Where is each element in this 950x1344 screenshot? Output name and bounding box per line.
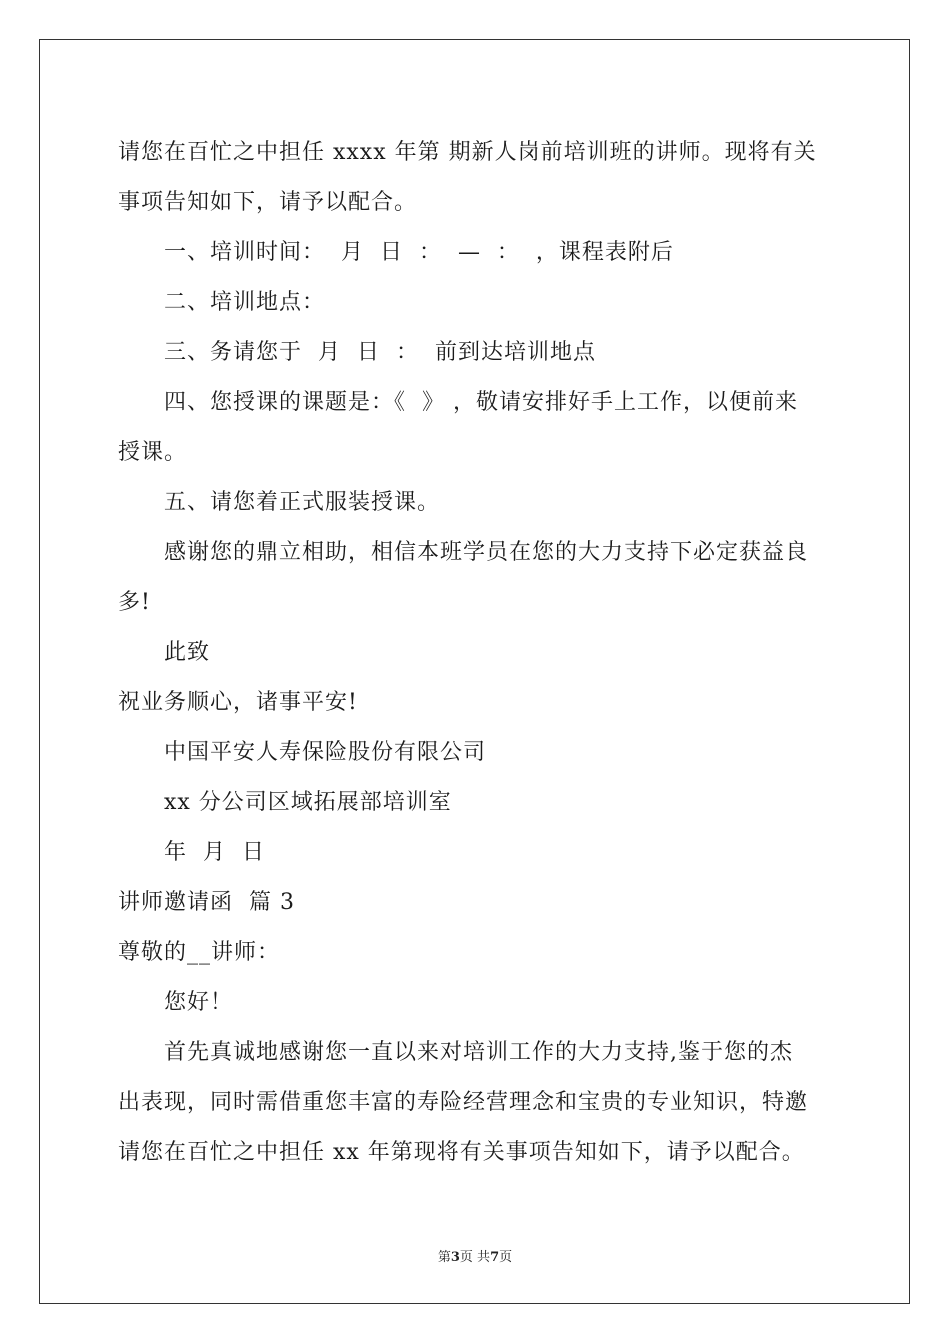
paragraph-line: 出表现，同时需借重您丰富的寿险经营理念和宝贵的专业知识，特邀 — [118, 1090, 809, 1115]
paragraph-line: 五、请您着正式服装授课。 — [164, 490, 441, 515]
greeting-line: 您好！ — [164, 990, 234, 1015]
paragraph-line: 请您在百忙之中担任 xx 年第现将有关事项告知如下，请予以配合。 — [118, 1140, 805, 1165]
paragraph-line: 事项告知如下，请予以配合。 — [118, 190, 418, 215]
date-line: 年 月 日 — [164, 840, 265, 865]
signature-line: xx 分公司区域拓展部培训室 — [164, 790, 452, 815]
closing-line: 此致 — [164, 640, 211, 665]
paragraph-line: 授课。 — [118, 440, 188, 465]
total-page-number: 7 — [490, 1250, 500, 1265]
document-body — [118, 128, 836, 1178]
paragraph-line: 首先真诚地感谢您一直以来对培训工作的大力支持,鉴于您的杰 — [164, 1040, 793, 1065]
closing-line: 祝业务顺心，诸事平安! — [118, 690, 358, 715]
signature-line: 中国平安人寿保险股份有限公司 — [164, 740, 487, 765]
paragraph-line: 感谢您的鼎立相助，相信本班学员在您的大力支持下必定获益良 — [164, 540, 809, 565]
paragraph-line: 多! — [118, 590, 151, 615]
paragraph-line: 四、您授课的课题是：《 》 ，敬请安排好手上工作，以便前来 — [164, 390, 798, 415]
paragraph-line: 三、务请您于 月 日 ： 前到达培训地点 — [164, 340, 596, 365]
page-footer — [0, 1246, 950, 1265]
page-number-mid: 页 共 — [459, 1250, 491, 1265]
paragraph-line: 二、培训地点： — [164, 290, 326, 315]
current-page-number: 3 — [450, 1250, 460, 1265]
paragraph-line: 请您在百忙之中担任 xxxx 年第 期新人岗前培训班的讲师。现将有关 — [118, 140, 817, 165]
salutation-line: 尊敬的__讲师： — [118, 940, 281, 965]
page-number-suffix: 页 — [499, 1250, 513, 1265]
paragraph-line: 一、培训时间： 月 日 ： — ： ，课程表附后 — [164, 240, 674, 265]
section-heading: 讲师邀请函 篇 3 — [118, 890, 295, 915]
page-number-prefix: 第 — [437, 1250, 451, 1265]
